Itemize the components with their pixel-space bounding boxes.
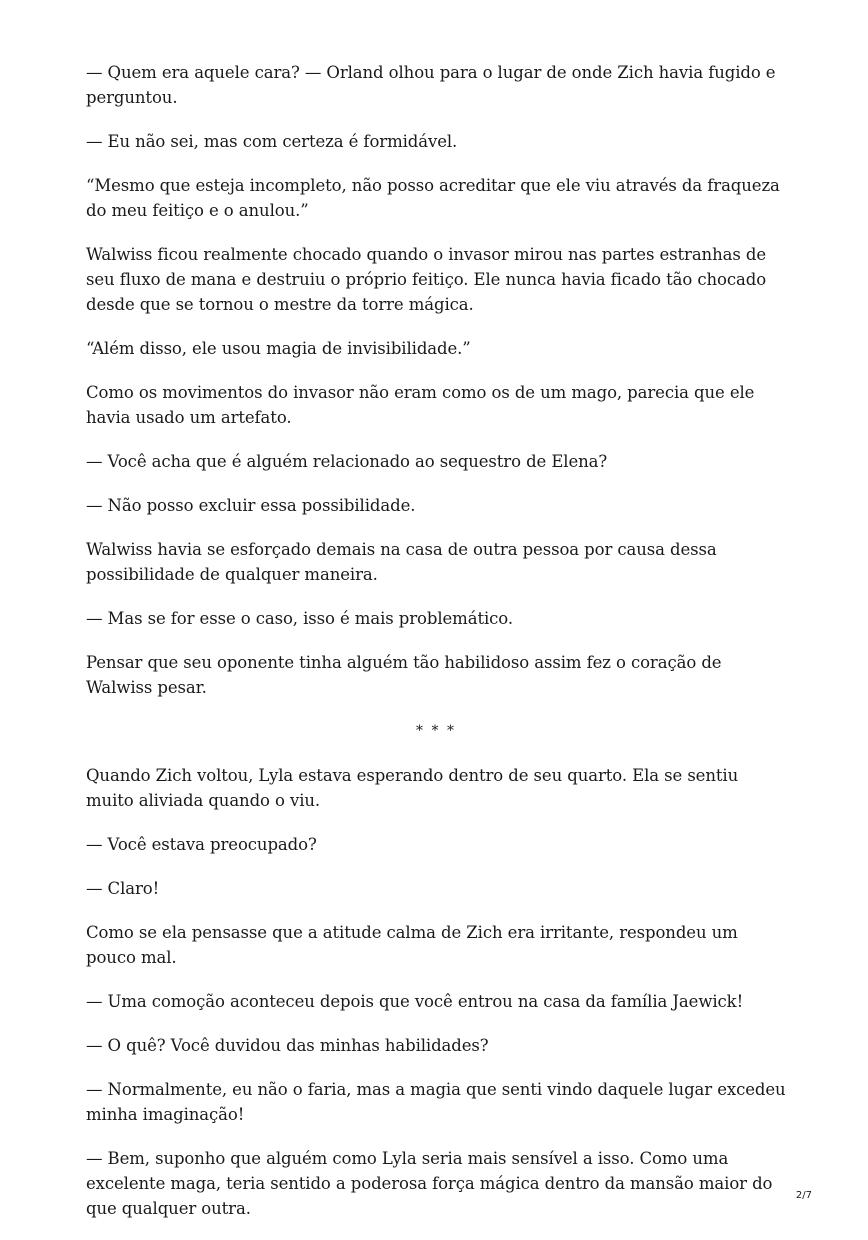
paragraph: — Claro!	[86, 879, 160, 898]
scene-separator: * * *	[416, 723, 456, 739]
paragraph: — Normalmente, eu não o faria, mas a magia que senti vindo daquele lugar excedeu minha imaginação!	[86, 1080, 786, 1124]
paragraph: — Você estava preocupado?	[86, 835, 317, 854]
paragraph: — Uma comoção aconteceu depois que você entrou na casa da família Jaewick!	[86, 992, 744, 1011]
paragraph: Quando Zich voltou, Lyla estava esperando dentro de seu quarto. Ela se sentiu muito aliviada quando o viu.	[86, 766, 739, 810]
paragraph: Como se ela pensasse que a atitude calma de Zich era irritante, respondeu um pouco mal.	[86, 923, 738, 967]
page-number: 2/7	[795, 1190, 812, 1201]
paragraph: — Mas se for esse o caso, isso é mais problemático.	[86, 609, 513, 628]
paragraph: — O quê? Você duvidou das minhas habilidades?	[86, 1036, 489, 1055]
paragraph: “Mesmo que esteja incompleto, não posso acreditar que ele viu através da fraqueza do meu feitiço e o anulou.”	[86, 176, 780, 220]
paragraph: Pensar que seu oponente tinha alguém tão habilidoso assim fez o coração de Walwiss pesar.	[86, 653, 722, 697]
paragraph: Walwiss ficou realmente chocado quando o invasor mirou nas partes estranhas de seu fluxo de mana e destruiu o próprio feitiço. Ele nunca havia ficado tão chocado desde que se tornou o mestre da torre mágica.	[86, 245, 767, 314]
paragraph: — Você acha que é alguém relacionado ao sequestro de Elena?	[86, 452, 608, 471]
paragraph: — Não posso excluir essa possibilidade.	[86, 496, 416, 515]
paragraph: “Além disso, ele usou magia de invisibilidade.”	[86, 339, 471, 358]
paragraph: Como os movimentos do invasor não eram como os de um mago, parecia que ele havia usado um artefato.	[86, 383, 755, 427]
paragraph: — Bem, suponho que alguém como Lyla seria mais sensível a isso. Como uma excelente maga, teria sentido a poderosa força mágica dentro da mansão maior do que qualquer outra.	[86, 1149, 773, 1218]
page-content	[86, 60, 786, 1240]
paragraph: Walwiss havia se esforçado demais na casa de outra pessoa por causa dessa possibilidade de qualquer maneira.	[86, 540, 717, 584]
paragraph: — Eu não sei, mas com certeza é formidável.	[86, 132, 458, 151]
paragraph: — Quem era aquele cara? — Orland olhou para o lugar de onde Zich havia fugido e perguntou.	[86, 63, 776, 107]
